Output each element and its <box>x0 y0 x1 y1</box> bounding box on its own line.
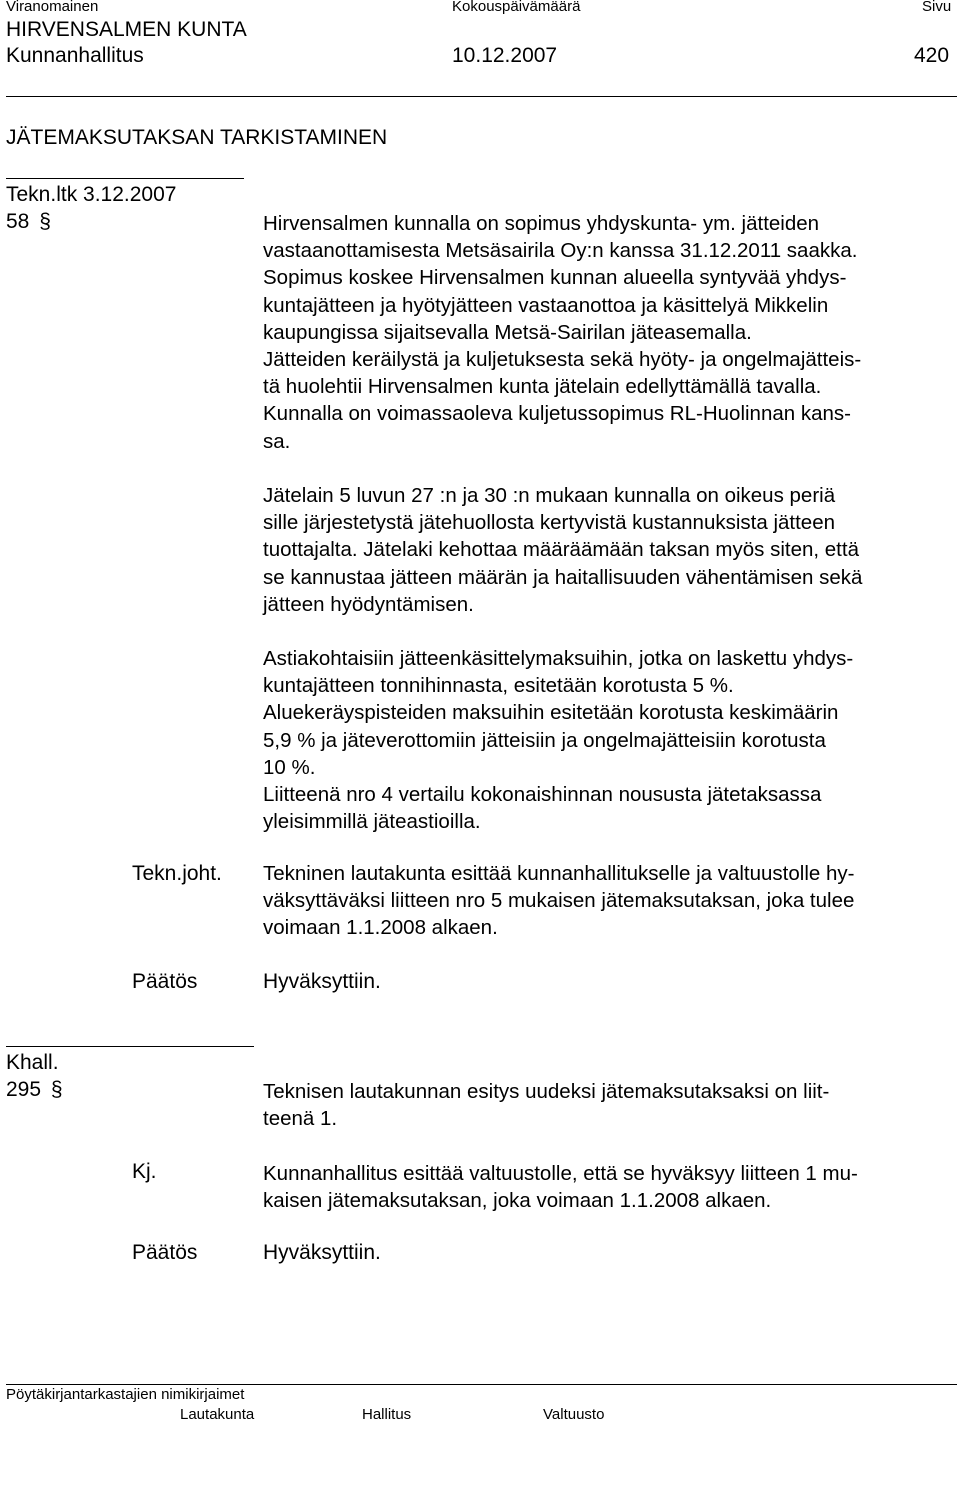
text-line: jätteen hyödyntämisen. <box>263 592 474 616</box>
text-line: teenä 1. <box>263 1107 338 1131</box>
section-paragraph <box>263 210 953 455</box>
text-line: 10 %. <box>263 755 316 779</box>
header-body: Kunnanhallitus <box>6 44 144 67</box>
section-paragraph <box>263 1078 953 1132</box>
text-line: Liitteenä nro 4 vertailu kokonaishinnan noususta jätetaksassa <box>263 783 822 807</box>
section-number-value: 58 <box>6 210 30 233</box>
header-page-label: Sivu <box>922 0 952 15</box>
decision-label: Päätös <box>132 1241 198 1264</box>
text-line: Aluekeräyspisteiden maksuihin esitetään korotusta keskimäärin <box>263 701 839 725</box>
header-authority: HIRVENSALMEN KUNTA <box>6 18 247 41</box>
section-paragraph <box>263 645 953 835</box>
decision-label: Päätös <box>132 970 198 993</box>
header-date-label: Kokouspäivämäärä <box>452 0 581 15</box>
text-line: tuottajalta. Jätelaki kehottaa määräämään taksan myös siten, että <box>263 538 859 562</box>
proposer-label: Tekn.joht. <box>132 862 222 885</box>
text-line: sa. <box>263 429 291 453</box>
text-line: yleisimmillä jäteastioilla. <box>263 810 481 834</box>
header-divider <box>6 96 957 97</box>
text-line: väksyttäväksi liitteen nro 5 mukaisen jätemaksutaksan, joka tulee <box>263 889 855 913</box>
section-number <box>6 1078 63 1102</box>
header-date: 10.12.2007 <box>452 44 558 67</box>
text-line: Tekninen lautakunta esittää kunnanhallitukselle ja valtuustolle hy- <box>263 862 855 885</box>
text-line: voimaan 1.1.2008 alkaen. <box>263 916 498 940</box>
footer-col-board: Lautakunta <box>180 1406 255 1423</box>
footer-divider <box>6 1384 957 1385</box>
text-line: kuntajätteen ja hyötyjätteen vastaanottoa ja käsittelyä Mikkelin <box>263 293 829 317</box>
text-line: Jätteiden keräilystä ja kuljetuksesta sekä hyöty- ja ongelmajätteis- <box>263 348 862 372</box>
section-ref: Khall. <box>6 1051 59 1074</box>
text-line: Teknisen lautakunnan esitys uudeksi jätemaksutaksaksi on liit- <box>263 1080 830 1103</box>
text-line: Sopimus koskee Hirvensalmen kunnan alueella syntyvää yhdys- <box>263 266 847 290</box>
text-line: tä huolehtii Hirvensalmen kunta jätelain edellyttämällä tavalla. <box>263 375 822 399</box>
page-title: JÄTEMAKSUTAKSAN TARKISTAMINEN <box>6 126 388 149</box>
text-line: Kunnanhallitus esittää valtuustolle, että se hyväksyy liitteen 1 mu- <box>263 1162 858 1185</box>
paragraph-sign-icon: § <box>50 1078 63 1101</box>
text-line: kaisen jätemaksutaksan, joka voimaan 1.1.2008 alkaen. <box>263 1189 772 1213</box>
footer-col-government: Hallitus <box>362 1406 412 1423</box>
text-line: se kannustaa jätteen määrän ja haitallisuuden vähentämisen sekä <box>263 565 863 589</box>
text-line: kuntajätteen tonnihinnasta, esitetään korotusta 5 %. <box>263 674 734 698</box>
section-divider <box>6 178 244 179</box>
proposal-text <box>263 1160 953 1214</box>
text-line: 5,9 % ja jäteverottomiin jätteisiin ja ongelmajätteisiin korotusta <box>263 728 826 752</box>
section-divider <box>6 1046 254 1047</box>
section-ref: Tekn.ltk 3.12.2007 <box>6 183 177 206</box>
text-line: Astiakohtaisiin jätteenkäsittelymaksuihin, jotka on laskettu yhdys- <box>263 647 854 670</box>
header-authority-label: Viranomainen <box>6 0 99 15</box>
text-line: Kunnalla on voimassaoleva kuljetussopimus RL-Huolinnan kans- <box>263 402 851 426</box>
section-number-value: 295 <box>6 1078 42 1101</box>
proposer-label: Kj. <box>132 1160 157 1183</box>
text-line: sille järjestetystä jätehuollosta kertyvistä kustannuksista jätteen <box>263 511 836 535</box>
text-line: kaupungissa sijaitsevalla Metsä-Sairilan jäteasemalla. <box>263 320 752 344</box>
section-number <box>6 210 51 234</box>
paragraph-sign-icon: § <box>39 210 51 233</box>
decision-text: Hyväksyttiin. <box>263 970 381 993</box>
proposal-text <box>263 860 953 942</box>
decision-text: Hyväksyttiin. <box>263 1241 381 1264</box>
header-page-number: 420 <box>914 44 950 67</box>
footer-title: Pöytäkirjantarkastajien nimikirjaimet <box>6 1386 245 1403</box>
text-line: Hirvensalmen kunnalla on sopimus yhdyskunta- ym. jätteiden <box>263 212 820 235</box>
text-line: vastaanottamisesta Metsäsairila Oy:n kanssa 31.12.2011 saakka. <box>263 239 858 263</box>
section-paragraph <box>263 482 953 618</box>
footer-col-council: Valtuusto <box>543 1406 605 1423</box>
text-line: Jätelain 5 luvun 27 :n ja 30 :n mukaan kunnalla on oikeus periä <box>263 484 836 507</box>
